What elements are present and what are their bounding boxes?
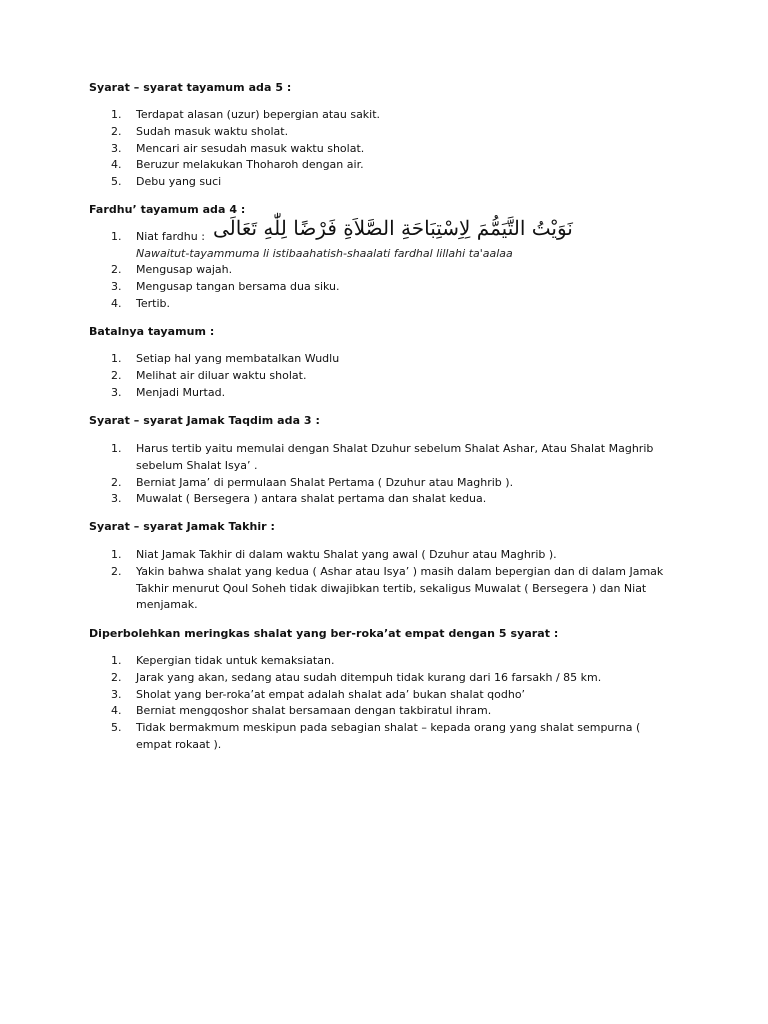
item-text: Mencari air sesudah masuk waktu sholat.: [136, 141, 365, 155]
list-batalnya-tayamum: [89, 351, 667, 401]
item-number: 2.: [111, 564, 122, 578]
list-item: [89, 351, 667, 368]
list-fardhu-tayamum: [89, 262, 667, 312]
item-text: Mengusap wajah.: [136, 263, 233, 276]
item-text: Berniat mengqoshor shalat bersamaan dengan takbiratul ihram.: [136, 704, 492, 718]
item-text: Setiap hal yang membatalkan Wudlu: [136, 352, 340, 365]
list-item: [89, 547, 667, 564]
list-item: [89, 368, 667, 385]
item-text: Menjadi Murtad.: [136, 385, 226, 399]
item-number: 1.: [111, 442, 122, 455]
item-number: 4.: [111, 704, 122, 718]
item-number: 3.: [111, 279, 122, 293]
list-item: [89, 441, 667, 475]
list-item: [89, 703, 667, 720]
item-text: Debu yang suci: [136, 175, 222, 189]
list-item: [89, 124, 667, 141]
list-item: [89, 157, 667, 174]
niat-label: Niat fardhu :: [136, 230, 205, 243]
item-number: 5.: [111, 175, 122, 189]
item-number: 1.: [111, 352, 122, 365]
list-item: [89, 670, 667, 687]
section-title-meringkas-shalat: Diperbolehkan meringkas shalat yang ber-roka’at empat dengan 5 syarat :: [89, 627, 559, 640]
list-item: [89, 279, 667, 296]
item-text: Niat Jamak Takhir di dalam waktu Shalat yang awal ( Dzuhur atau Maghrib ).: [136, 548, 557, 561]
list-item: [89, 174, 667, 191]
item-text: Terdapat alasan (uzur) bepergian atau sakit.: [136, 108, 381, 121]
item-text: Muwalat ( Bersegera ) antara shalat pertama dan shalat kedua.: [136, 492, 487, 506]
item-number: 1.: [111, 654, 122, 667]
section-title-jamak-taqdim: Syarat – syarat Jamak Taqdim ada 3 :: [89, 414, 320, 427]
item-text: Harus tertib yaitu memulai dengan Shalat Dzuhur sebelum Shalat Ashar, Atau Shalat Maghrib sebelum Shalat Isya’ .: [136, 442, 654, 472]
item-text: Jarak yang akan, sedang atau sudah ditempuh tidak kurang dari 16 farsakh / 85 km.: [136, 670, 602, 684]
list-jamak-takhir: [89, 547, 667, 614]
list-item: [89, 107, 667, 124]
list-item: [89, 296, 667, 313]
arabic-niat-text: نَوَيْتُ التَّيَمُّمَ لِاِسْتِبَاحَةِ الصَّلاَةِ فَرْضًا لِلّٰهِ تَعَالَى: [213, 216, 573, 240]
item-number: 2.: [111, 670, 122, 684]
item-text: Tidak bermakmum meskipun pada sebagian shalat – kepada orang yang shalat sempurna ( empat rokaat ).: [136, 721, 641, 751]
item-text: Mengusap tangan bersama dua siku.: [136, 279, 340, 293]
item-number: 3.: [111, 687, 122, 701]
list-item: [89, 141, 667, 158]
list-item: [89, 653, 667, 670]
list-meringkas-shalat: [89, 653, 667, 754]
item-text: Berniat Jama’ di permulaan Shalat Pertama ( Dzuhur atau Maghrib ).: [136, 475, 514, 489]
list-item: [89, 687, 667, 704]
list-item: [89, 491, 667, 508]
item-number: 1.: [111, 548, 122, 561]
item-number: 2.: [111, 263, 122, 276]
list-item: [89, 564, 667, 614]
item-number: 4.: [111, 296, 122, 310]
section-title-jamak-takhir: Syarat – syarat Jamak Takhir :: [89, 520, 275, 533]
item-number: 5.: [111, 721, 122, 735]
list-item: [89, 475, 667, 492]
list-item: [89, 720, 667, 754]
item-number: 3.: [111, 141, 122, 155]
section-title-fardhu-tayamum: Fardhu’ tayamum ada 4 :: [89, 203, 246, 216]
item-text: Beruzur melakukan Thoharoh dengan air.: [136, 158, 364, 172]
item-text: Sholat yang ber-roka’at empat adalah shalat ada’ bukan shalat qodho’: [136, 687, 526, 701]
section-title-batalnya-tayamum: Batalnya tayamum :: [89, 325, 215, 338]
item-number: 1.: [111, 230, 122, 243]
item-text: Kepergian tidak untuk kemaksiatan.: [136, 654, 335, 667]
item-number: 2.: [111, 124, 122, 138]
item-number: 2.: [111, 368, 122, 382]
item-text: Melihat air diluar waktu sholat.: [136, 368, 307, 382]
item-number: 1.: [111, 108, 122, 121]
list-item: [89, 262, 667, 279]
list-jamak-taqdim: [89, 441, 667, 508]
item-number: 2.: [111, 475, 122, 489]
item-number: 3.: [111, 492, 122, 506]
item-text: Tertib.: [136, 296, 170, 310]
item-text: Sudah masuk waktu sholat.: [136, 124, 289, 138]
item-text: Yakin bahwa shalat yang kedua ( Ashar atau Isya’ ) masih dalam bepergian dan di dalam Jamak Takhir menurut Qoul Soheh tidak diwajibkan tertib, sekaligus Muwalat ( Bersegera ) dan Niat menjamak.: [136, 564, 664, 612]
niat-transliteration: Nawaitut-tayammuma li istibaahatish-shaalati fardhal lillahi ta'aalaa: [136, 247, 513, 260]
item-number: 3.: [111, 385, 122, 399]
section-title-syarat-tayamum: Syarat – syarat tayamum ada 5 :: [89, 81, 292, 94]
list-item: [89, 385, 667, 402]
item-number: 4.: [111, 158, 122, 172]
list-syarat-tayamum: [89, 107, 667, 191]
